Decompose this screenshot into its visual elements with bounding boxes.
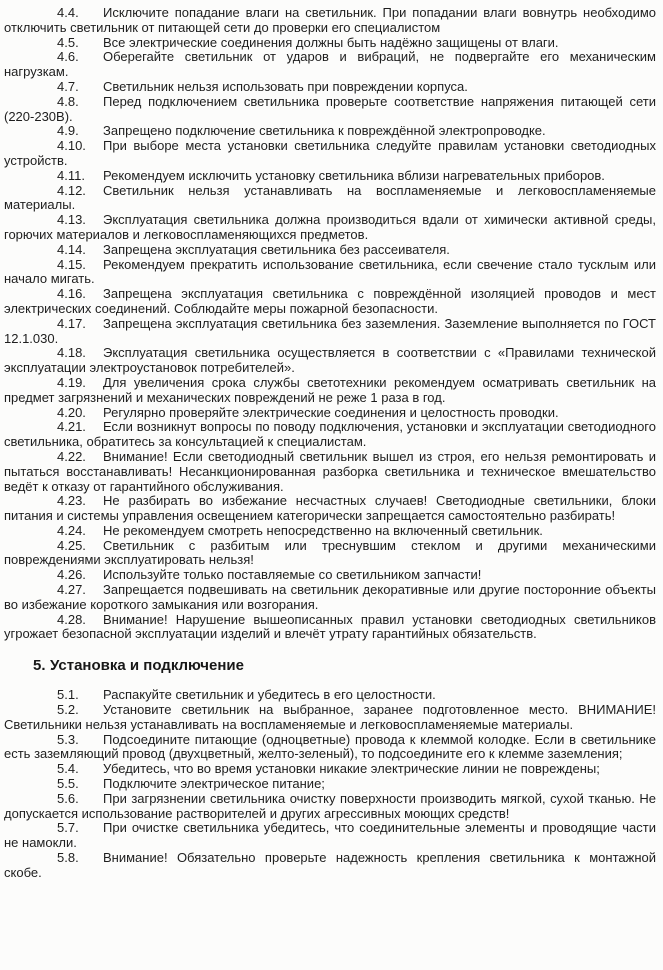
paragraph-text: Оберегайте светильник от ударов и вибраций, не подвергайте его механическим нагрузкам.	[4, 49, 656, 80]
section-5-installation-list	[4, 688, 656, 880]
paragraph-number: 4.6.	[57, 49, 79, 65]
manual-paragraph	[4, 6, 656, 36]
manual-paragraph	[4, 95, 656, 125]
paragraph-number: 4.14.	[57, 241, 86, 257]
paragraph-number: 4.15.	[57, 256, 86, 272]
paragraph-number: 4.11.	[57, 167, 85, 183]
paragraph-number: 5.8.	[57, 850, 79, 866]
manual-paragraph	[4, 420, 656, 450]
paragraph-number: 5.2.	[57, 702, 79, 718]
manual-paragraph	[4, 539, 656, 569]
paragraph-number: 4.21.	[57, 419, 86, 435]
paragraph-text: Не рекомендуем смотреть непосредственно на включенный светильник.	[103, 522, 543, 538]
manual-paragraph	[4, 139, 656, 169]
paragraph-text: Рекомендуем прекратить использование светильника, если свечение стало тусклым или начало мигать.	[4, 256, 656, 287]
paragraph-text: Подсоедините питающие (одноцветные) провода к клеммой колодке. Если в светильнике есть заземляющий провод (двухцветный, желто-зеленый), то подсоедините его к клемме заземления;	[4, 731, 656, 762]
paragraph-text: Используйте только поставляемые со светильником запчасти!	[103, 567, 482, 583]
paragraph-number: 5.7.	[57, 820, 79, 836]
paragraph-text: Если возникнут вопросы по поводу подключения, установки и эксплуатации светодиодного светильника, обратитесь за консультацией к специалистам.	[4, 419, 656, 450]
paragraph-text: Запрещена эксплуатация светильника с повреждённой изоляцией проводов и мест электрических соединений. Соблюдайте меры пожарной безопасности.	[4, 286, 656, 316]
manual-paragraph	[4, 583, 656, 613]
manual-paragraph	[4, 777, 656, 792]
paragraph-text: Запрещено подключение светильника к повреждённой электропроводке.	[103, 123, 546, 139]
manual-paragraph	[4, 494, 656, 524]
paragraph-number: 5.5.	[57, 776, 79, 792]
paragraph-number: 4.20.	[57, 404, 86, 420]
paragraph-number: 5.3.	[57, 731, 79, 747]
paragraph-text: Установите светильник на выбранное, заранее подготовленное место. ВНИМАНИЕ! Светильники нельзя устанавливать на воспламеняемые и легковоспламеняемые материалы.	[4, 702, 656, 732]
manual-paragraph	[4, 613, 656, 643]
paragraph-text: Для увеличения срока службы светотехники рекомендуем осматривать светильник на предмет загрязнений и механических повреждений не реже 1 раза в год.	[4, 374, 656, 405]
manual-paragraph	[4, 568, 656, 583]
paragraph-text: Внимание! Если светодиодный светильник вышел из строя, его нельзя ремонтировать и пытаться восстанавливать! Несанкционированная разборка светильника и техническое вмешательство ведёт к отказу от гарантийного обслуживания.	[4, 448, 656, 494]
paragraph-text: Светильник нельзя устанавливать на воспламеняемые и легковоспламеняемые материалы.	[4, 182, 656, 213]
paragraph-text: Распакуйте светильник и убедитесь в его целостности.	[103, 687, 436, 703]
section-4-safety-list	[4, 6, 656, 642]
manual-paragraph	[4, 762, 656, 777]
paragraph-text: При очистке светильника убедитесь, что соединительные элементы и проводящие части не намокли.	[4, 820, 656, 851]
manual-paragraph	[4, 851, 656, 881]
paragraph-number: 5.6.	[57, 790, 79, 806]
paragraph-number: 4.27.	[57, 582, 86, 598]
paragraph-text: Внимание! Обязательно проверьте надежность крепления светильника к монтажной скобе.	[4, 850, 656, 880]
manual-paragraph	[4, 688, 656, 703]
paragraph-text: Убедитесь, что во время установки никакие электрические линии не повреждены;	[103, 761, 600, 777]
paragraph-number: 4.12.	[57, 182, 86, 198]
paragraph-number: 4.7.	[57, 78, 79, 94]
manual-paragraph	[4, 213, 656, 243]
paragraph-text: Не разбирать во избежание несчастных случаев! Светодиодные светильники, блоки питания и системы управления освещением категорически запрещается самостоятельно разбирать!	[4, 493, 656, 524]
manual-paragraph	[4, 346, 656, 376]
manual-paragraph	[4, 258, 656, 288]
paragraph-text: Запрещена эксплуатация светильника без рассеивателя.	[103, 241, 450, 257]
paragraph-number: 5.4.	[57, 761, 79, 777]
manual-paragraph	[4, 792, 656, 822]
paragraph-text: Перед подключением светильника проверьте соответствие напряжения питающей сети (220-230В).	[4, 93, 656, 124]
paragraph-number: 4.22.	[57, 448, 86, 464]
paragraph-text: Исключите попадание влаги на светильник. При попадании влаги вовнутрь необходимо отключить светильник от питающей сети до проверки его специалистом	[4, 5, 656, 35]
paragraph-text: Эксплуатация светильника осуществляется в соответствии с «Правилами технической эксплуатации электроустановок потребителей».	[4, 345, 656, 376]
paragraph-number: 4.17.	[57, 315, 86, 331]
paragraph-text: При загрязнении светильника очистку поверхности производить мягкой, сухой тканью. Не допускается использование растворителей и других агрессивных моющих средств!	[4, 790, 656, 821]
paragraph-number: 5.1.	[57, 687, 79, 703]
paragraph-number: 4.26.	[57, 567, 86, 583]
paragraph-text: Внимание! Нарушение вышеописанных правил установки светодиодных светильников угрожает безопасной эксплуатации изделий и влечёт утрату гарантийных обязательств.	[4, 611, 656, 642]
paragraph-text: При выборе места установки светильника следуйте правилам установки светодиодных устройств.	[4, 138, 656, 168]
paragraph-number: 4.8.	[57, 93, 79, 109]
paragraph-number: 4.18.	[57, 345, 86, 361]
manual-paragraph	[4, 376, 656, 406]
paragraph-text: Запрещается подвешивать на светильник декоративные или другие посторонние объекты во избежание короткого замыкания или возгорания.	[4, 582, 656, 612]
paragraph-text: Все электрические соединения должны быть надёжно защищены от влаги.	[103, 34, 559, 50]
paragraph-number: 4.16.	[57, 286, 86, 302]
manual-paragraph	[4, 124, 656, 139]
manual-paragraph	[4, 821, 656, 851]
manual-paragraph	[4, 184, 656, 214]
paragraph-text: Рекомендуем исключить установку светильника вблизи нагревательных приборов.	[103, 167, 605, 183]
paragraph-number: 4.19.	[57, 374, 86, 390]
manual-paragraph	[4, 50, 656, 80]
manual-paragraph	[4, 703, 656, 733]
paragraph-number: 4.25.	[57, 537, 86, 553]
manual-paragraph	[4, 317, 656, 347]
paragraph-number: 4.10.	[57, 138, 86, 154]
paragraph-text: Эксплуатация светильника должна производиться вдали от химически активной среды, горючих материалов и легковоспламеняющихся предметов.	[4, 212, 656, 242]
manual-paragraph	[4, 243, 656, 258]
paragraph-text: Регулярно проверяйте электрические соединения и целостность проводки.	[103, 404, 559, 420]
section-heading-title: Установка и подключение	[50, 657, 244, 675]
paragraph-number: 4.23.	[57, 493, 86, 509]
section-5-heading	[4, 655, 656, 677]
manual-paragraph	[4, 287, 656, 317]
manual-paragraph	[4, 80, 656, 95]
paragraph-number: 4.28.	[57, 611, 86, 627]
paragraph-number: 4.13.	[57, 212, 86, 228]
paragraph-text: Запрещена эксплуатация светильника без заземления. Заземление выполняется по ГОСТ 12.1.030.	[4, 315, 656, 346]
paragraph-text: Подключите электрическое питание;	[103, 776, 325, 792]
paragraph-number: 4.9.	[57, 123, 79, 139]
paragraph-text: Светильник с разбитым или треснувшим стеклом и другими механическими повреждениями эксплуатировать нельзя!	[4, 537, 656, 568]
manual-paragraph	[4, 169, 656, 184]
manual-paragraph	[4, 524, 656, 539]
manual-paragraph	[4, 36, 656, 51]
manual-paragraph	[4, 406, 656, 421]
section-heading-number: 5.	[33, 657, 46, 675]
paragraph-text: Светильник нельзя использовать при повреждении корпуса.	[103, 78, 468, 94]
paragraph-number: 4.4.	[57, 5, 79, 20]
manual-paragraph	[4, 733, 656, 763]
paragraph-number: 4.24.	[57, 522, 86, 538]
manual-paragraph	[4, 450, 656, 494]
paragraph-number: 4.5.	[57, 34, 79, 50]
